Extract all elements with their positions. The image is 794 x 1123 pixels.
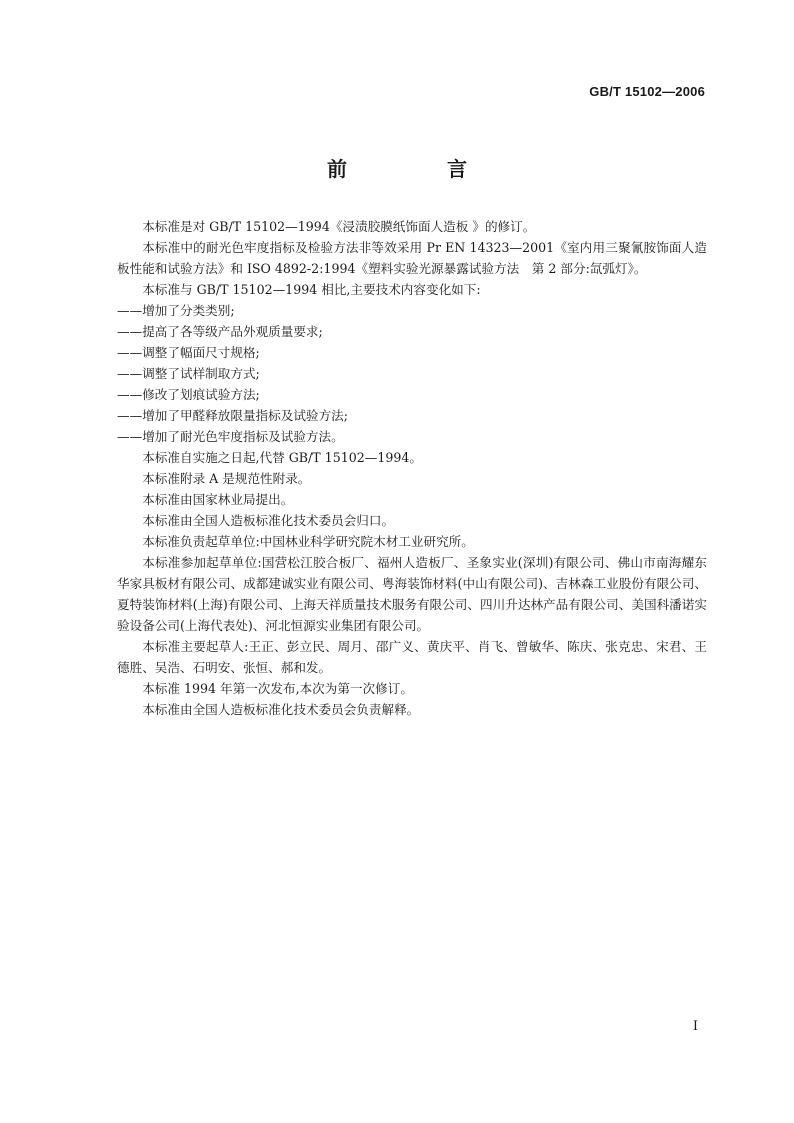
paragraph-interpretation: 本标准由全国人造板标准化技术委员会负责解释。	[142, 702, 420, 717]
paragraph-proposer: 本标准由国家林业局提出。	[142, 492, 294, 507]
list-item: ——修改了划痕试验方法;	[117, 387, 260, 402]
paragraph-annex: 本标准附录 A 是规范性附录。	[142, 471, 311, 486]
paragraph-lead-drafter: 本标准负责起草单位:中国林业科学研究院木材工业研究所。	[142, 534, 474, 549]
paragraph-changes-intro: 本标准与 GB/T 15102—1994 相比,主要技术内容变化如下:	[142, 282, 481, 297]
paragraph-adoption: 本标准中的耐光色牢度指标及检验方法非等效采用 Pr EN 14323—2001《室内用三聚氰胺饰面人造板性能和试验方法》和 ISO 4892-2:1994《塑料实验光源暴露试验方法 第 2 部分:氙弧灯》。	[117, 240, 707, 276]
standard-code: GB/T 15102—2006	[589, 84, 705, 99]
list-item: ——增加了甲醛释放限量指标及试验方法;	[117, 408, 348, 423]
paragraph-replacement: 本标准自实施之日起,代替 GB/T 15102—1994。	[142, 450, 422, 465]
paragraph-revision: 本标准是对 GB/T 15102—1994《浸渍胶膜纸饰面人造板 》的修订。	[142, 219, 536, 234]
list-item: ——提高了各等级产品外观质量要求;	[117, 324, 323, 339]
paragraph-participating-units: 本标准参加起草单位:国营松江胶合板厂、福州人造板厂、圣象实业(深圳)有限公司、佛山市南海耀东华家具板材有限公司、成都建诚实业有限公司、粤海装饰材料(中山有限公司)、吉林森工业股份有限公司、夏特装饰材料(上海)有限公司、上海天祥质量技术服务有限公司、四川升达林产品有限公司、美国科潘诺实验设备公司(上海代表处)、河北恒源实业集团有限公司。	[117, 555, 707, 633]
list-item: ——增加了耐光色牢度指标及试验方法。	[117, 429, 344, 444]
list-item: ——增加了分类类别;	[117, 303, 235, 318]
list-item: ——调整了幅面尺寸规格;	[117, 345, 260, 360]
paragraph-drafters: 本标准主要起草人:王正、彭立民、周月、邵广义、黄庆平、肖飞、曾敏华、陈庆、张克忠、宋君、王德胜、吴浩、石明安、张恒、郝和发。	[117, 639, 707, 675]
page-number: I	[692, 1019, 698, 1034]
list-item: ——调整了试样制取方式;	[117, 366, 260, 381]
paragraph-history: 本标准 1994 年第一次发布,本次为第一次修订。	[142, 681, 413, 696]
paragraph-administrator: 本标准由全国人造板标准化技术委员会归口。	[142, 513, 395, 528]
foreword-body	[117, 216, 707, 720]
page-title: 前 言	[327, 157, 507, 181]
